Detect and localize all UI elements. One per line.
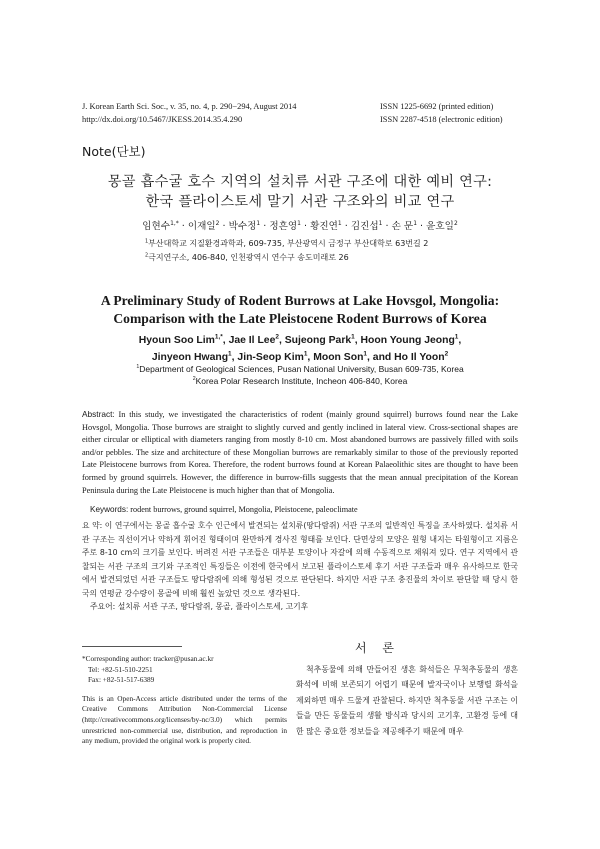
author [351, 221, 383, 232]
affiliation [100, 376, 500, 388]
author-name: 이재일 [187, 221, 216, 232]
author-separator: , [231, 351, 238, 363]
author-name: 임현수 [142, 221, 171, 232]
keywords-text: rodent burrows, ground squirrel, Mongolia, Pleistocene, paleoclimate [130, 505, 358, 514]
author-separator: · [260, 221, 270, 232]
author [310, 221, 342, 232]
author [360, 333, 462, 346]
author-affiliation-mark: 1 [378, 219, 383, 227]
author-name: 황진연 [310, 221, 338, 232]
author-name: Jae Il Lee [228, 335, 276, 346]
author [426, 221, 458, 232]
issn-block [380, 101, 503, 126]
english-affiliations [100, 364, 500, 388]
article-type: Note(단보) [82, 144, 146, 159]
keywords-label: Keywords: [90, 505, 129, 514]
author-name: 정흔영 [269, 221, 298, 232]
korean-abstract [82, 519, 518, 601]
author-affiliation-mark: 1 [454, 333, 459, 341]
english-title-line1: A Preliminary Study of Rodent Burrows at Lake Hovsgol, Mongolia: [100, 293, 500, 308]
author-separator: · [341, 221, 351, 232]
author-name: 박수정 [228, 221, 257, 232]
corresponding-author: *Corresponding author: tracker@pusan.ac.kr [82, 654, 214, 663]
journal-citation: J. Korean Earth Sci. Soc., v. 35, no. 4, p. 290−294, August 2014 [82, 102, 297, 111]
affiliation [100, 364, 500, 376]
affiliation-text: Department of Geological Sciences, Pusan National University, Busan 609-735, Korea [139, 364, 464, 374]
author [313, 352, 367, 363]
korean-authors [60, 218, 540, 232]
author-name: 윤호일 [426, 221, 454, 232]
korean-keywords-label: 주요어: [90, 602, 116, 611]
author [269, 221, 301, 232]
english-title-line2: Comparison with the Late Pleistocene Rodent Burrows of Korea [113, 310, 487, 326]
author-affiliation-mark: 1 [303, 350, 308, 358]
author [152, 352, 232, 363]
author-affiliation-mark: 1 [297, 219, 301, 227]
issn-print: ISSN 1225-6692 (printed edition) [380, 102, 494, 111]
author-affiliation-mark: 1,* [170, 219, 179, 227]
author-affiliation-mark: 2 [453, 219, 458, 227]
tel: Tel: +82-51-510-2251 [88, 664, 153, 674]
affiliation-number: 2 [192, 375, 196, 382]
author-separator: , [458, 335, 462, 346]
author-name: Jin-Seop Kim [237, 351, 304, 363]
author-separator: · [219, 221, 229, 232]
english-title [50, 292, 550, 327]
author-affiliation-mark: 1 [413, 219, 417, 227]
author-separator: , [278, 335, 285, 346]
author-affiliation-mark: 1 [363, 350, 368, 358]
author [188, 221, 220, 232]
doi-link[interactable]: http://dx.doi.org/10.5467/JKESS.2014.35.4.290 [82, 114, 243, 124]
affiliation-number: 1 [145, 238, 149, 245]
author-separator: , and [367, 351, 395, 363]
footnote [82, 654, 287, 747]
journal-header [82, 101, 296, 126]
author [392, 221, 417, 232]
footnote-divider [82, 646, 182, 647]
author-affiliation-mark: 1,* [214, 333, 223, 341]
author-name: Hyoun Soo Lim [138, 335, 215, 346]
korean-abstract-text: 이 연구에서는 몽골 흡수굴 호수 인근에서 발견되는 설치류(땅다람쥐) 서관 구조의 일반적인 특징을 조사하였다. 설치류 서관 구조는 직선이거나 약하게 휘어진 형태이며 완만하게 경사진 형태를 보인다. 단면상의 모양은 원형 내지는 타원형이고 지름은 주로 8-10 cm의 크기를 보인다. 버려진 서관 구조들은 대부분 토양이나 자갈에 의해 수동적으로 채워져 있다. 연구 지역에서 관찰되는 서관 구조의 크기와 구조적인 특징들은 이전에 한국에서 보고된 플라이스토세 후기 서관 구조들과 매우 유사하므로 한국에서 발견되었던 서관 구조들도 땅다람쥐에 의해 형성된 것으로 판단된다. 하지만 서관 구조 충진물의 차이로 판단할 때 당시 한국의 연평균 강수량이 몽골에 비해 훨씬 높았던 것으로 생각된다. [82, 521, 518, 598]
author-affiliation-mark: 2 [275, 333, 279, 341]
license-note: This is an Open-Access article distributed under the terms of the Creative Commons Attribution Non-Commercial License (http://creativecommons.org/licenses/by-nc/3.0) which permits unrestricted non-commercial use, distribution, and reproduction in any medium, provided the original work is properly cited. [82, 693, 287, 746]
author-separator: , [307, 351, 314, 363]
affiliation [145, 251, 485, 265]
korean-affiliations [145, 237, 485, 264]
author-separator: , [222, 335, 229, 346]
author-affiliation-mark: 1 [228, 350, 232, 358]
english-authors-line1 [60, 333, 540, 350]
author-affiliation-mark: 1 [256, 219, 261, 227]
introduction-text: 척추동물에 의해 만들어진 생흔 화석들은 무척추동물의 생흔 화석에 비해 보존되기 어렵기 때문에 발자국이나 보행렬 화석을 제외하면 매우 드물게 관찰된다. 하지만 척추동물 서관 구조는 이들을 만든 동물들의 생활 방식과 당시의 고기후, 고환경 등에 대한 많은 중요한 정보들을 제공해주기 때문에 매우 [296, 665, 518, 736]
author-name: Moon Son [313, 351, 364, 363]
affiliation-text: 부산대학교 지질환경과학과, 609-735, 부산광역시 금정구 부산대학로 63번길 2 [148, 239, 429, 248]
author [285, 335, 355, 346]
korean-title-line1: 몽골 흡수굴 호수 지역의 설치류 서관 구조에 대한 예비 연구: [107, 174, 493, 190]
author-name: Hoon Young Jeong [360, 335, 455, 346]
korean-abstract-label: 요 약: [82, 521, 103, 530]
author-name: Sujeong Park [284, 335, 352, 346]
author-separator: · [416, 221, 427, 232]
affiliation-text: Korea Polar Research Institute, Incheon 406-840, Korea [195, 375, 408, 386]
korean-title [60, 172, 540, 212]
english-authors [60, 333, 540, 366]
abstract [82, 408, 518, 497]
author-name: Jinyeon Hwang [151, 351, 229, 363]
affiliation-number: 2 [145, 251, 149, 258]
korean-keywords-text: 설치류 서관 구조, 땅다람쥐, 몽골, 플라이스토세, 고기후 [117, 602, 309, 611]
affiliation [145, 237, 485, 251]
introduction-heading: 서 론 [355, 641, 400, 655]
fax: Fax: +82-51-517-6389 [88, 675, 155, 685]
author [142, 221, 178, 232]
issn-electronic: ISSN 2287-4518 (electronic edition) [380, 114, 503, 124]
korean-keywords [90, 601, 308, 612]
affiliation-number: 1 [136, 364, 140, 371]
author [237, 352, 307, 363]
abstract-label: Abstract: [82, 409, 115, 419]
author-name: Ho Il Yoon [394, 351, 445, 363]
author [394, 352, 448, 363]
author [229, 221, 261, 232]
keywords [90, 505, 358, 514]
abstract-text: In this study, we investigated the characteristics of rodent (mainly ground squirrel) burrows found near the Lake Hovsgol, Mongolia. Those burrows are straight to slightly curved and gently inclined in lateral view. Cross-sectional shapes are either circular or elliptical with diameters ranging from mostly 8-10 cm. Most abandoned burrows are passively filled with soils and/or pebbles. The size and architecture of these Mongolian burrows are remarkably similar to those of the previously reported Late Pleistocene burrows from Korea. Therefore, the rodent burrows found at Korean Palaeolithic sites are thought to have been formed by ground squirrels. However, the difference in burrow-fills suggests that the mean annual precipitation of the Korean Peninsula during the Late Pleistocene is much higher than that of Mongolia. [82, 410, 518, 495]
author-affiliation-mark: 1 [337, 219, 342, 227]
author-separator: · [382, 221, 392, 232]
author-name: 김진섭 [350, 221, 379, 232]
author [139, 335, 223, 346]
korean-title-line2: 한국 플라이스토세 말기 서관 구조와의 비교 연구 [145, 194, 455, 210]
author-separator: · [178, 221, 188, 232]
author [229, 335, 279, 346]
author-name: 손 문 [391, 221, 414, 232]
author-affiliation-mark: 2 [215, 219, 220, 227]
author-separator: · [300, 221, 311, 232]
affiliation-text: 극지연구소, 406-840, 인천광역시 연수구 송도미래로 26 [148, 252, 349, 262]
author-affiliation-mark: 2 [444, 350, 449, 358]
author-affiliation-mark: 1 [351, 333, 355, 341]
author-separator: , [354, 335, 361, 346]
